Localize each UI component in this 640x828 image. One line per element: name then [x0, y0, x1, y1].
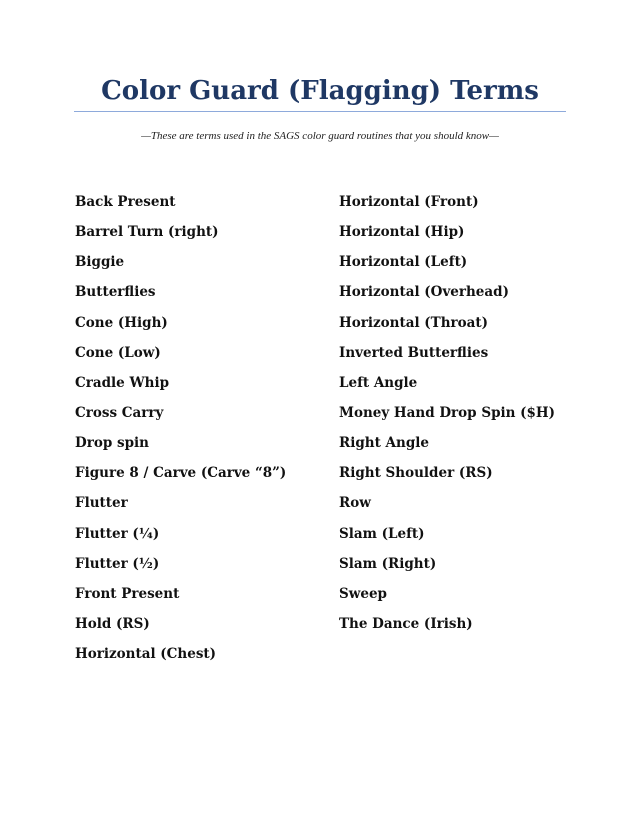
term-horizontal-front: Horizontal (Front) [339, 194, 479, 210]
term-slam-left: Slam (Left) [339, 525, 425, 542]
term-horizontal-throat: Horizontal (Throat) [339, 314, 489, 331]
term-left-angle: Left Angle [339, 374, 418, 391]
term-back-present: Back Present [75, 194, 176, 210]
term-the-dance-irish: The Dance (Irish) [339, 615, 473, 632]
term-cradle-whip: Cradle Whip [75, 374, 170, 391]
term-money-hand-drop-spin: Money Hand Drop Spin ($H) [339, 404, 556, 421]
term-cone-high: Cone (High) [75, 314, 168, 331]
term-figure-8-carve: Figure 8 / Carve (Carve “8”) [75, 465, 287, 482]
term-horizontal-left: Horizontal (Left) [339, 254, 468, 271]
title-divider [74, 111, 566, 112]
term-flutter-half: Flutter (½) [75, 555, 160, 572]
terms-list-left [75, 191, 286, 673]
term-right-angle: Right Angle [339, 435, 429, 452]
term-biggie: Biggie [75, 254, 125, 271]
page-subtitle: —These are terms used in the SAGS color guard routines that you should know— [141, 130, 499, 142]
term-flutter: Flutter [75, 495, 128, 512]
term-flutter-quarter: Flutter (¼) [75, 525, 160, 542]
term-barrel-turn-right: Barrel Turn (right) [75, 224, 219, 241]
terms-list-right [339, 191, 555, 643]
term-hold-rs: Hold (RS) [75, 615, 150, 632]
term-cone-low: Cone (Low) [75, 344, 161, 361]
term-row: Row [339, 495, 371, 512]
term-horizontal-chest: Horizontal (Chest) [75, 646, 217, 663]
term-drop-spin: Drop spin [75, 435, 149, 452]
term-inverted-butterflies: Inverted Butterflies [339, 344, 489, 361]
term-sweep: Sweep [339, 585, 387, 602]
term-horizontal-hip: Horizontal (Hip) [339, 224, 465, 241]
term-right-shoulder-rs: Right Shoulder (RS) [339, 465, 493, 482]
term-slam-right: Slam (Right) [339, 555, 437, 572]
term-horizontal-overhead: Horizontal (Overhead) [339, 284, 509, 301]
term-cross-carry: Cross Carry [75, 404, 164, 421]
page-title: Color Guard (Flagging) Terms [101, 76, 539, 106]
term-front-present: Front Present [75, 585, 180, 602]
term-butterflies: Butterflies [75, 284, 156, 301]
